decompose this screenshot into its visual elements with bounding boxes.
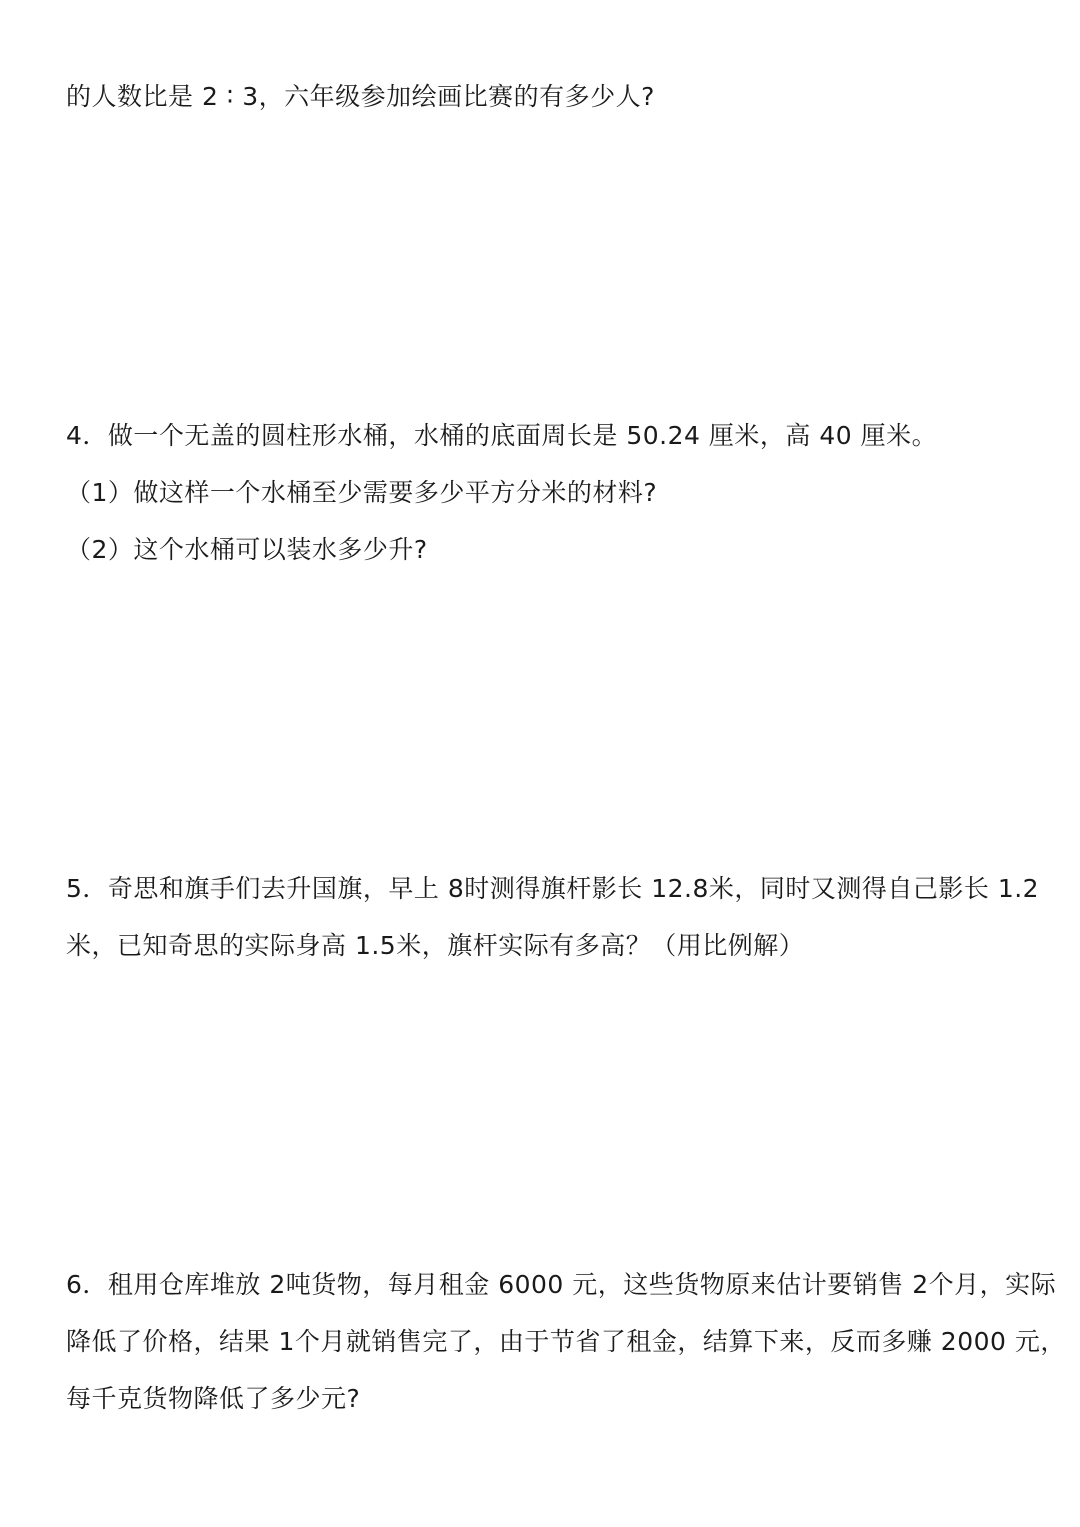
problem-5-line-1: 5．奇思和旗手们去升国旗，早上 8时测得旗杆影长 12.8米，同时又测得自己影长 1.2	[66, 874, 1040, 903]
problem-6-line-1: 6．租用仓库堆放 2吨货物，每月租金 6000 元，这些货物原来估计要销售 2个月，实际	[66, 1270, 1057, 1299]
problem-4-part-2: （2）这个水桶可以装水多少升?	[66, 535, 428, 564]
problem-6-line-3: 每千克货物降低了多少元?	[66, 1384, 361, 1413]
problem-6-line-2: 降低了价格，结果 1个月就销售完了，由于节省了租金，结算下来，反而多赚 2000 元，	[66, 1327, 1066, 1356]
problem-4-stem: 4．做一个无盖的圆柱形水桶，水桶的底面周长是 50.24 厘米，高 40 厘米。	[66, 421, 938, 450]
problem-3-text: 的人数比是 2 ∶ 3，六年级参加绘画比赛的有多少人?	[66, 82, 655, 111]
problem-4-part-1: （1）做这样一个水桶至少需要多少平方分米的材料?	[66, 478, 658, 507]
problem-5-line-2: 米，已知奇思的实际身高 1.5米，旗杆实际有多高？（用比例解）	[66, 931, 805, 960]
